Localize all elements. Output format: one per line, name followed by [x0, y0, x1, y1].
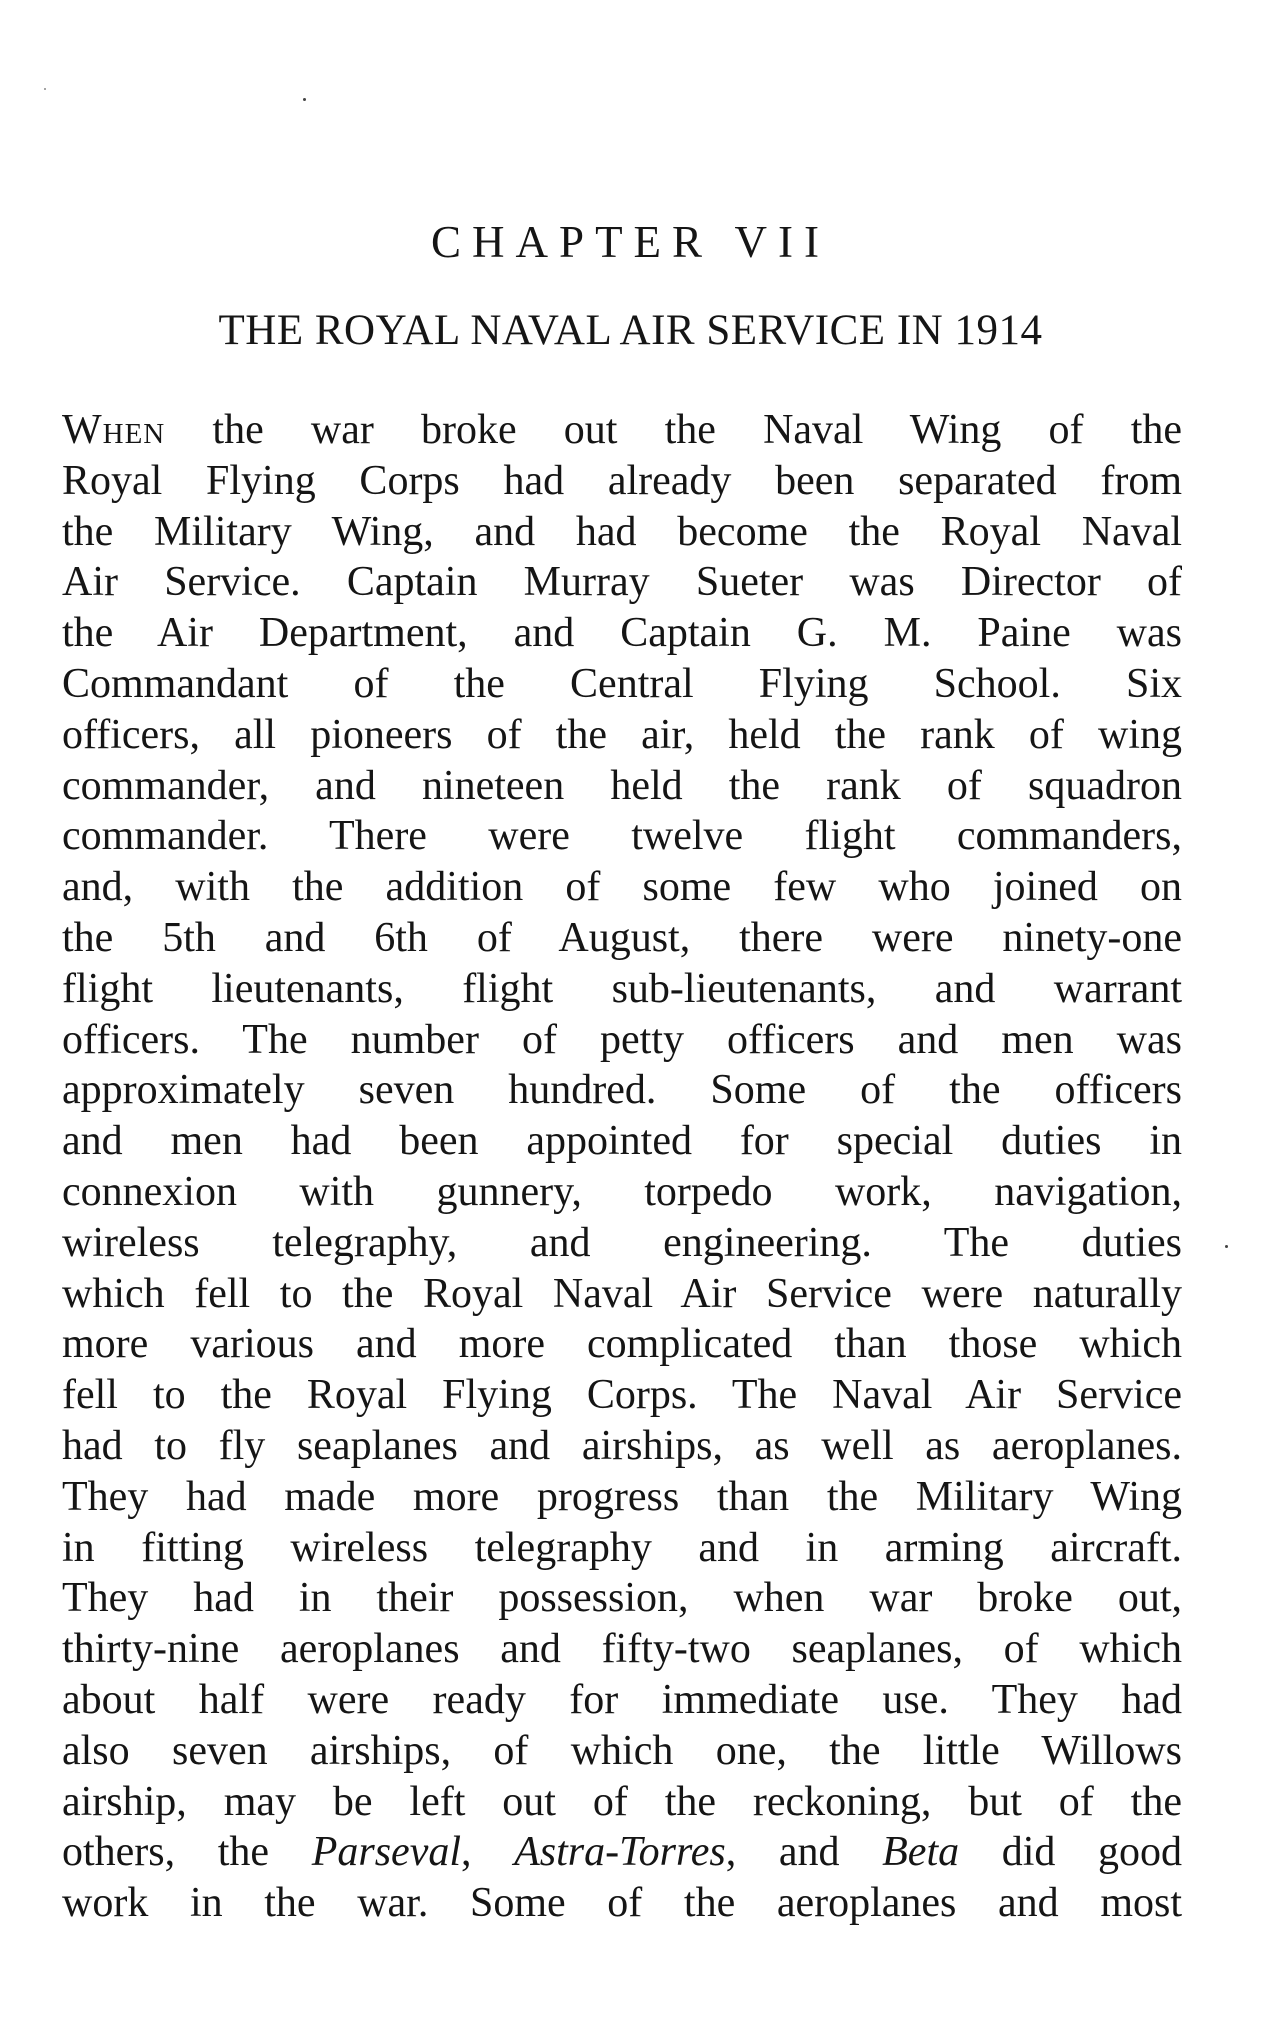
text-line: the Military Wing, and had become the Royal Naval [62, 508, 1182, 555]
paper-speck [44, 88, 46, 90]
text-line: work in the war. Some of the aeroplanes and most [62, 1880, 1182, 1927]
text-line: airship, may be left out of the reckoning, but of the [62, 1778, 1182, 1825]
text-line: which fell to the Royal Naval Air Service were naturally [62, 1270, 1182, 1317]
airship-name-beta: Beta [882, 1829, 960, 1876]
text-line: fell to the Royal Flying Corps. The Naval Air Service [62, 1372, 1182, 1419]
text-line: the 5th and 6th of August, there were ninety-one [62, 914, 1182, 961]
text-line: wireless telegraphy, and engineering. The duties [62, 1219, 1182, 1266]
body-text [62, 405, 1182, 1929]
text-line: commander. There were twelve flight commanders, [62, 813, 1182, 860]
text-line: and, with the addition of some few who joined on [62, 864, 1182, 911]
text-line: commander, and nineteen held the rank of squadron [62, 762, 1182, 809]
paper-speck [1225, 1245, 1228, 1248]
text-line: Royal Flying Corps had already been separated from [62, 457, 1182, 504]
airship-name-parseval: Parseval [311, 1829, 461, 1876]
text-line: officers, all pioneers of the air, held the rank of wing [62, 711, 1182, 758]
paper-speck [303, 98, 306, 101]
text-line: thirty-nine aeroplanes and fifty-two seaplanes, of which [62, 1626, 1182, 1673]
text-line: also seven airships, of which one, the little Willows [62, 1727, 1182, 1774]
text-line: and men had been appointed for special duties in [62, 1118, 1182, 1165]
text-line: They had in their possession, when war broke out, [62, 1575, 1182, 1622]
text-line: officers. The number of petty officers and men was [62, 1016, 1182, 1063]
text-line: more various and more complicated than those which [62, 1321, 1182, 1368]
text-line: When the war broke out the Naval Wing of the [62, 407, 1182, 453]
text-line: had to fly seaplanes and airships, as well as aeroplanes. [62, 1422, 1182, 1469]
chapter-title: THE ROYAL NAVAL AIR SERVICE IN 1914 [218, 307, 1043, 354]
airship-name-astra-torres: Astra-Torres [514, 1829, 726, 1876]
text-line: about half were ready for immediate use. They had [62, 1676, 1182, 1723]
text-line: others, the Parseval, Astra-Torres, and Beta did good [62, 1829, 1183, 1876]
text-line: in fitting wireless telegraphy and in arming aircraft. [62, 1524, 1182, 1571]
text-line: Commandant of the Central Flying School. Six [62, 660, 1182, 707]
text-line: connexion with gunnery, torpedo work, navigation, [62, 1168, 1182, 1215]
chapter-heading: CHAPTER VII [431, 217, 830, 267]
text-line: approximately seven hundred. Some of the officers [62, 1067, 1182, 1114]
text-line: They had made more progress than the Military Wing [62, 1473, 1182, 1520]
text-line: Air Service. Captain Murray Sueter was Director of [62, 559, 1182, 606]
drop-word: When [62, 407, 166, 453]
text-line: flight lieutenants, flight sub-lieutenants, and warrant [62, 965, 1182, 1012]
text-line: the Air Department, and Captain G. M. Paine was [62, 610, 1182, 657]
